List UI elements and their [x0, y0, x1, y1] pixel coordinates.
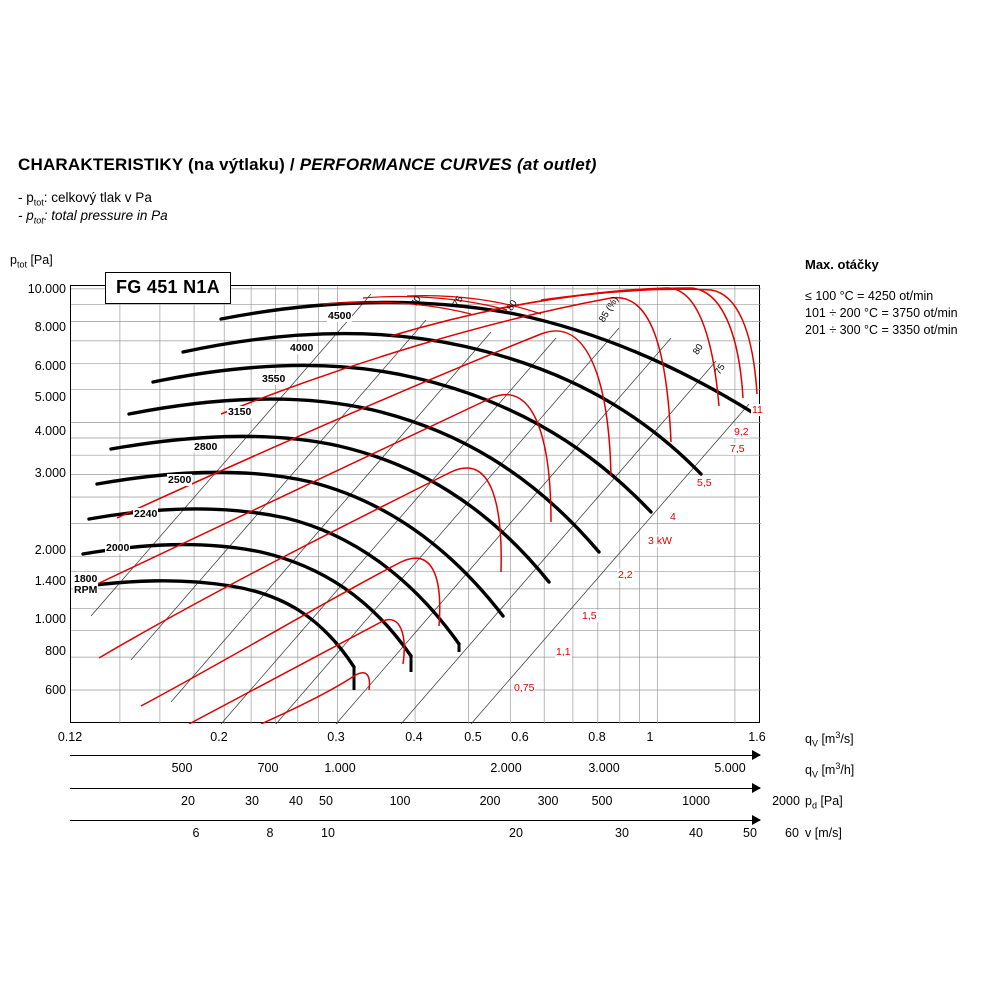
max-speed-line-2: 101 ÷ 200 °C = 3750 ot/min — [805, 306, 958, 320]
speed-label-3150: 3150 — [228, 406, 252, 418]
x-axis-2-line — [70, 755, 760, 756]
x2-tick-500: 500 — [171, 761, 193, 775]
x3-tick-2000: 2000 — [772, 794, 800, 808]
x2-tick-5000: 5.000 — [714, 761, 746, 775]
grid-lines — [71, 286, 761, 724]
x4-tick-30: 30 — [615, 826, 629, 840]
x3-tick-300: 300 — [537, 794, 559, 808]
x-tick-0-12: 0.12 — [57, 730, 83, 744]
y-tick-10000: 10.000 — [27, 282, 66, 296]
x2-tick-3000: 3.000 — [588, 761, 620, 775]
power-label-4: 4 — [670, 511, 676, 523]
power-label-3: 3 kW — [648, 535, 672, 547]
note-subscript-en: tot — [33, 215, 44, 226]
y-axis-title: $p_{tot}$ [Pa] — [10, 253, 53, 270]
speed-label-2500: 2500 — [168, 474, 192, 486]
x-axis-3-title: $p_d$ [Pa] — [805, 794, 843, 811]
note-subscript-cz: tot — [33, 197, 44, 208]
x4-tick-60: 60 — [785, 826, 799, 840]
x2-tick-700: 700 — [257, 761, 279, 775]
plot-area — [70, 285, 763, 723]
page-title — [18, 155, 597, 175]
speed-label-2800: 2800 — [194, 441, 218, 453]
y-tick-8000: 8.000 — [34, 320, 66, 334]
power-label-5-5: 5,5 — [697, 477, 712, 489]
x-axis-4-line — [70, 820, 760, 821]
x-axis-3-arrow — [752, 783, 761, 793]
note-en — [18, 208, 168, 226]
power-curve-1-1 — [189, 620, 404, 724]
y-tick-2000: 2.000 — [34, 543, 66, 557]
x-tick-1-6: 1.6 — [748, 730, 766, 744]
x-axis-2-title: $q_V$ $[m^3/h]$ — [805, 761, 855, 780]
max-speed-line-1: ≤ 100 °C = 4250 ot/min — [805, 289, 934, 303]
note-symbol-en: - p — [18, 208, 34, 223]
speed-label-4500: 4500 — [328, 310, 352, 322]
power-label-11: 11 — [752, 404, 763, 416]
y-tick-1000: 1.000 — [34, 612, 66, 626]
y-tick-5000: 5.000 — [34, 390, 66, 404]
power-label-2-2: 2,2 — [618, 569, 633, 581]
x-tick-0-3: 0.3 — [327, 730, 345, 744]
y-tick-4000: 4.000 — [34, 424, 66, 438]
x3-tick-100: 100 — [389, 794, 411, 808]
efficiency-label-80: 80 — [504, 298, 520, 313]
x2-tick-2000: 2.000 — [490, 761, 522, 775]
y-tick-6000: 6.000 — [34, 359, 66, 373]
x-tick-0-2: 0.2 — [210, 730, 228, 744]
max-speed-list — [805, 288, 958, 339]
x-axis-4-title: v [m/s] — [805, 826, 842, 840]
x4-tick-20: 20 — [509, 826, 523, 840]
x3-tick-1000: 1000 — [682, 794, 710, 808]
max-speed-label: Max. otáčky — [805, 257, 879, 272]
x-tick-0-4: 0.4 — [405, 730, 423, 744]
model-badge: FG 451 N1A — [105, 272, 231, 304]
efficiency-label-75: 75 — [450, 294, 466, 309]
power-label-1-1: 1,1 — [556, 646, 571, 658]
note-text-cz: : celkový tlak v Pa — [43, 190, 152, 205]
x-axis-3-line — [70, 788, 760, 789]
speed-label-2240: 2240 — [134, 508, 158, 520]
x-axis-1-title: $q_V$ $[m^3/s]$ — [805, 730, 854, 749]
efficiency-label-85: 85 (%) — [596, 294, 622, 325]
efficiency-label-80-right: 80 — [690, 342, 706, 357]
power-label-1-5: 1,5 — [582, 610, 597, 622]
x3-tick-30: 30 — [245, 794, 259, 808]
power-label-0-75: 0,75 — [514, 682, 535, 694]
x-tick-0-8: 0.8 — [588, 730, 606, 744]
x4-tick-8: 8 — [266, 826, 274, 840]
y-axis-title-sub: tot — [16, 259, 27, 270]
efficiency-label-70: 70 — [408, 294, 424, 309]
speed-curve-4500 — [221, 302, 755, 414]
note-text-en: : total pressure in Pa — [43, 208, 168, 223]
speed-curve-3150 — [129, 399, 599, 552]
chart-svg — [71, 286, 761, 724]
x-tick-0-6: 0.6 — [511, 730, 529, 744]
y-tick-1400: 1.400 — [34, 574, 66, 588]
page-title-en: PERFORMANCE CURVES (at outlet) — [299, 155, 597, 174]
x4-tick-10: 10 — [321, 826, 335, 840]
y-tick-3000: 3.000 — [34, 466, 66, 480]
note-cz — [18, 190, 152, 208]
max-speed-line-3: 201 ÷ 300 °C = 3350 ot/min — [805, 323, 958, 337]
x4-tick-50: 50 — [743, 826, 757, 840]
efficiency-label-75-right: 75 — [712, 362, 728, 377]
speed-curve-3550 — [153, 366, 651, 512]
x-axis-2-arrow — [752, 750, 761, 760]
speed-label-2000: 2000 — [106, 542, 130, 554]
page-title-cz: CHARAKTERISTIKY (na výtlaku) / — [18, 155, 300, 174]
x3-tick-500: 500 — [591, 794, 613, 808]
note-symbol-cz: - p — [18, 190, 34, 205]
x2-tick-1000: 1.000 — [324, 761, 356, 775]
x3-tick-200: 200 — [479, 794, 501, 808]
x3-tick-20: 20 — [181, 794, 195, 808]
power-label-9-2: 9,2 — [734, 426, 749, 438]
speed-label-3550: 3550 — [262, 373, 286, 385]
x3-tick-50: 50 — [319, 794, 333, 808]
x4-tick-6: 6 — [192, 826, 200, 840]
x4-tick-40: 40 — [689, 826, 703, 840]
y-tick-600: 600 — [45, 683, 66, 697]
speed-label-1800: 1800 RPM — [74, 573, 98, 596]
x-tick-0-5: 0.5 — [464, 730, 482, 744]
x-tick-1: 1 — [646, 730, 654, 744]
power-label-7-5: 7,5 — [730, 443, 745, 455]
x3-tick-40: 40 — [289, 794, 303, 808]
speed-label-4000: 4000 — [290, 342, 314, 354]
x-axis-4-arrow — [752, 815, 761, 825]
y-tick-800: 800 — [45, 644, 66, 658]
